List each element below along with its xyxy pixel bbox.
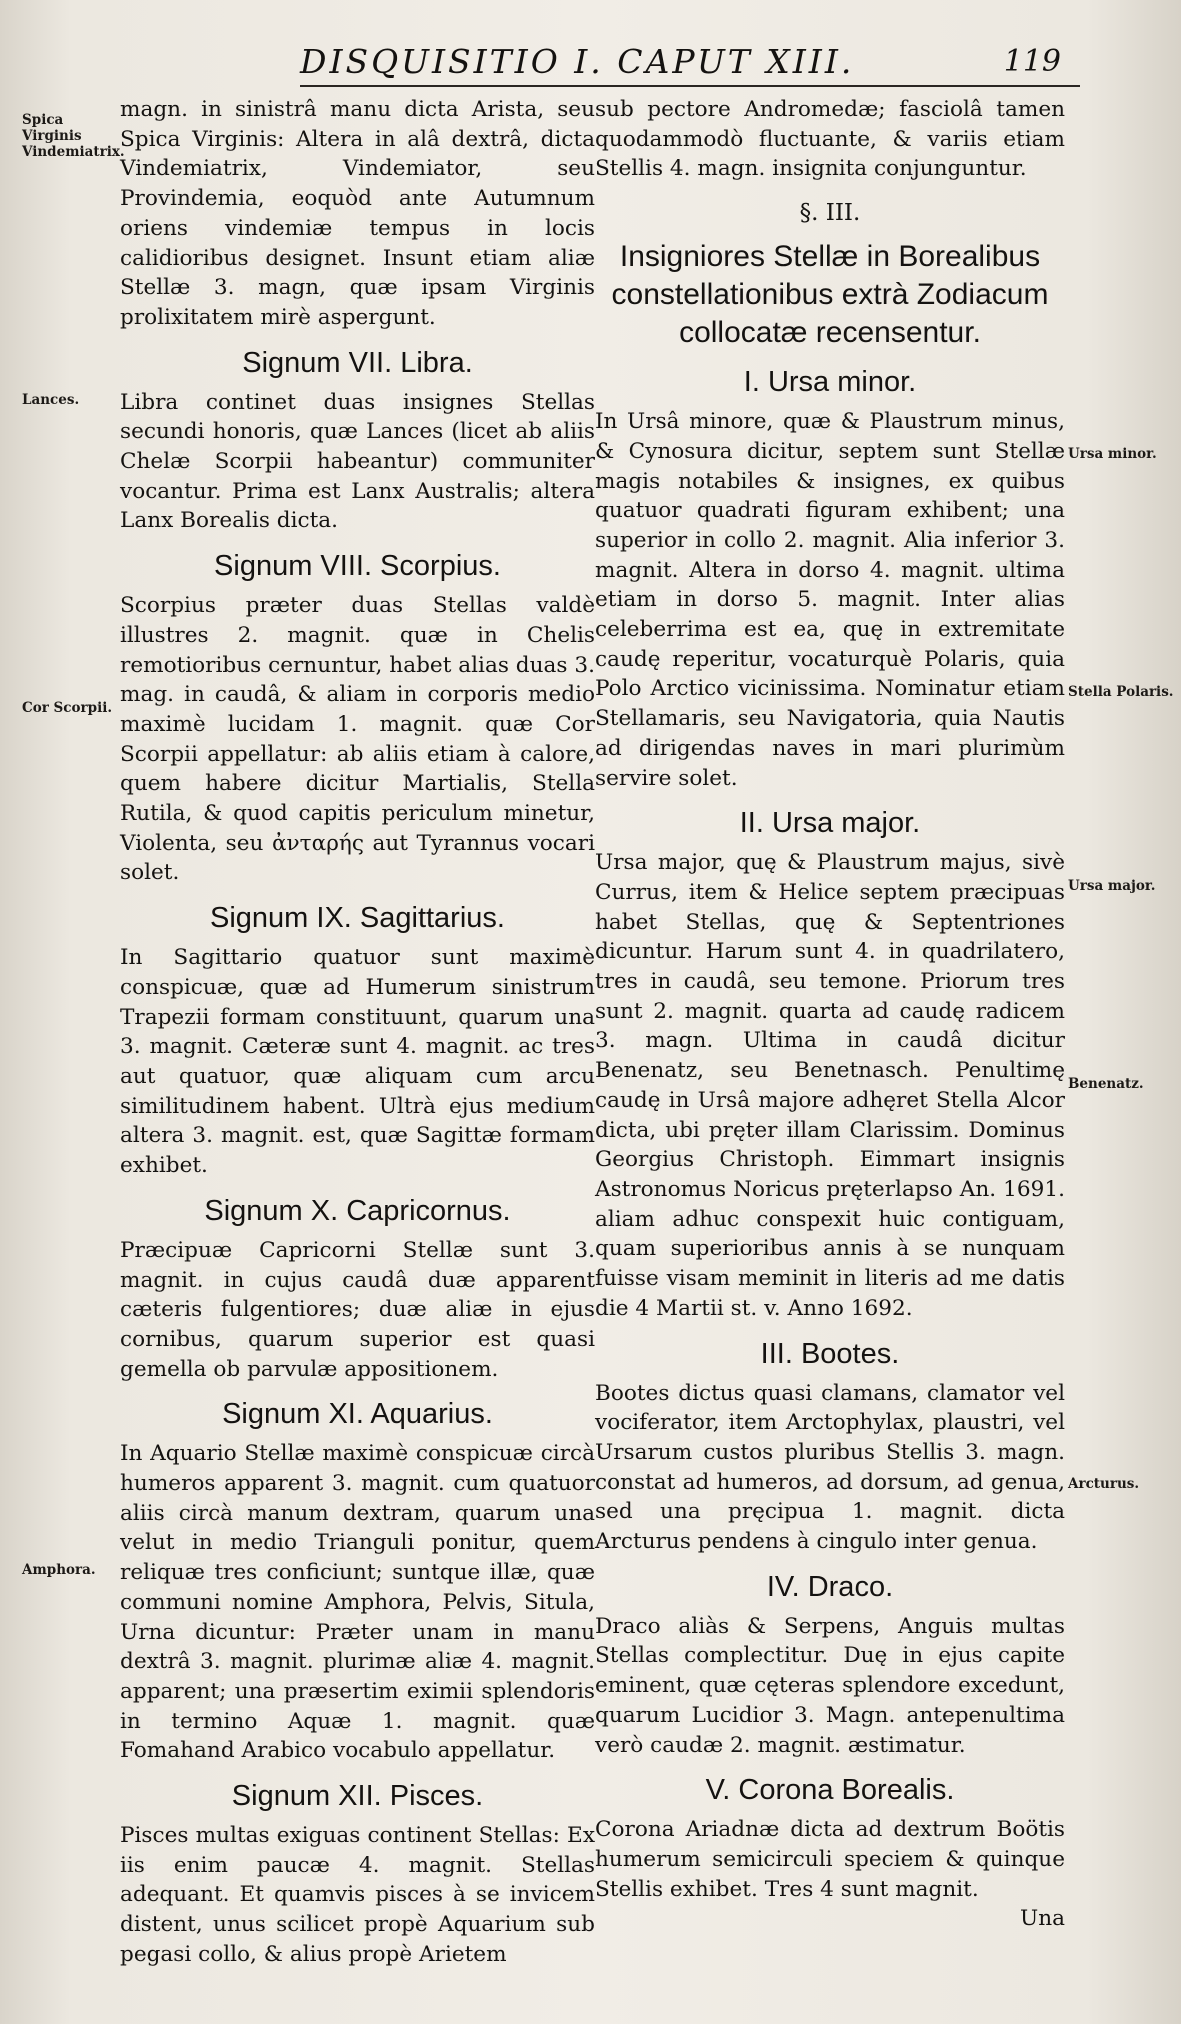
heading-ursa-minor: I. Ursa minor. bbox=[743, 366, 917, 399]
right-column bbox=[595, 95, 1065, 1934]
margin-note-stella-polaris: Stella Polaris. bbox=[1068, 684, 1174, 700]
paragraph-pisces: Pisces multas exiguas continent Stellas: Ex iis enim paucæ 4. magnit. Stellas adequant. Et quamvis pisces à se invicem distent, unus scilicet propè Aquarium sub pegasi collo, & alius propè Arietem bbox=[120, 1823, 595, 1967]
heading-aquarius: Signum XI. Aquarius. bbox=[222, 1398, 493, 1431]
paragraph-bootes: Bootes dictus quasi clamans, clamator vel vociferator, item Arctophylax, plaustri, vel Ursarum custos pluribus Stellis 3. magn. constat ad humeros, ad dorsum, ad genua, sed una pręcipua 1. magnit. dicta Arcturus pendens à cingulo inter genua. bbox=[595, 1380, 1065, 1555]
margin-note-benenatz: Benenatz. bbox=[1068, 1076, 1144, 1092]
margin-note-amphora: Amphora. bbox=[22, 1562, 96, 1578]
margin-note-arcturus: Arcturus. bbox=[1068, 1476, 1140, 1492]
paragraph-scorpius: Scorpius præter duas Stellas valdè illustres 2. magnit. quæ in Chelis remotioribus cernuntur, habet alias duas 3. mag. in caudâ, & aliam in corporis medio maximè lucidam 1. magnit. quæ Cor Scorpii appellatur: ab aliis etiam à calore, quem habere dicitur Martialis, Stella Rutila, & quod capitis periculum minetur, Violenta, seu ἀνταρής aut Tyrannus vocari solet. bbox=[120, 593, 595, 886]
paragraph-capricornus: Præcipuæ Capricorni Stellæ sunt 3. magnit. in cujus caudâ duæ apparent cæteris fulgentiores; duæ aliæ in ejus cornibus, quarum superior est quasi gemella ob parvulæ appositionem. bbox=[120, 1237, 595, 1382]
paragraph-corona-borealis: Corona Ariadnæ dicta ad dextrum Boötis humerum semicirculi speciem & quinque Stellis exhibet. Tres 4 sunt magnit. bbox=[595, 1817, 1065, 1902]
paragraph-sagittarius: In Sagittario quatuor sunt maximè conspicuæ, quæ ad Humerum sinistrum Trapezii formam constituunt, quarum una 3. magnit. Cæteræ sunt 4. magnit. ac tres aut quatuor, quæ aliquam cum arcu similitudinem habent. Ultrà ejus medium altera 3. magnit. est, quæ Sagittæ formam exhibet. bbox=[120, 945, 595, 1179]
section-title: Insigniores Stellæ in Borealibus constellationibus extrà Zodiacum collocatæ recensentur. bbox=[611, 240, 1049, 350]
page-number: 119 bbox=[1003, 44, 1061, 79]
margin-note-ursa-major: Ursa major. bbox=[1068, 878, 1156, 894]
paragraph-spica: magn. in sinistrâ manu dicta Arista, seu Spica Virginis: Altera in alâ dextrâ, dicta Vindemiatrix, Vindemiator, seu Provindemia, eoquòd ante Autumnum oriens vindemiæ tempus in locis calidioribus designet. Insunt etiam aliæ Stellæ 3. magn, quæ ipsam Virginis prolixitatem mirè aspergunt. bbox=[120, 97, 595, 330]
heading-libra: Signum VII. Libra. bbox=[242, 346, 473, 379]
heading-capricornus: Signum X. Capricornus. bbox=[204, 1194, 511, 1227]
paragraph-draco: Draco aliàs & Serpens, Anguis multas Stellas complectitur. Duę in ejus capite eminent, quæ cęteras splendore excedunt, quarum Lucidior 3. Magn. antepenultima verò caudæ 2. magnit. æstimatur. bbox=[595, 1613, 1065, 1758]
paragraph-libra: Libra continet duas insignes Stellas secundi honoris, quæ Lances (licet ab aliis Chelæ Scorpii habeantur) communiter vocantur. Prima est Lanx Australis; altera Lanx Borealis dicta. bbox=[120, 389, 595, 534]
margin-note-lances: Lances. bbox=[22, 392, 80, 408]
paragraph-ursa-minor: In Ursâ minore, quæ & Plaustrum minus, & Cynosura dicitur, septem sunt Stellæ magis notabiles & insignes, ex quibus quatuor quadrati figuram exhibent; una superior in collo 2. magnit. Alia inferior 3. magnit. Altera in dorso 4. magnit. ultima etiam in dorso 5. magnit. Inter alias celeberrima est ea, quę in extremitate caudę reperitur, vocaturquè Polaris, quia Polo Arctico vicinissima. Nominatur etiam Stellamaris, seu Navigatoria, quia Nautis ad dirigendas naves in mari plurimùm servire solet. bbox=[595, 409, 1065, 791]
section-mark: §. III. bbox=[799, 200, 861, 227]
running-head: DISQUISITIO I. CAPUT XIII. bbox=[300, 42, 1080, 87]
paragraph-andromeda: sub pectore Andromedæ; fasciolâ tamen quodammodò fluctuante, & variis etiam Stellis 4. magn. insignita conjunguntur. bbox=[595, 97, 1065, 182]
heading-corona-borealis: V. Corona Borealis. bbox=[705, 1774, 955, 1807]
margin-note-spica: Spica Virginis Vindemiatrix. bbox=[22, 112, 125, 160]
margin-note-cor-scorpii: Cor Scorpii. bbox=[22, 700, 113, 716]
left-column bbox=[120, 95, 595, 1970]
heading-draco: IV. Draco. bbox=[766, 1570, 894, 1603]
catchword: Una bbox=[1020, 1906, 1065, 1932]
heading-sagittarius: Signum IX. Sagittarius. bbox=[210, 902, 505, 935]
paragraph-aquarius: In Aquario Stellæ maximè conspicuæ circà humeros apparent 3. magnit. cum quatuor aliis circà manum dextram, quarum una velut in medio Trianguli ponitur, quem reliquæ tres conficiunt; suntque illæ, quæ communi nomine Amphora, Pelvis, Situla, Urna dicuntur: Præter unam in manu dextrâ 3. magnit. plurimæ aliæ 4. magnit. apparent; una præsertim eximii splendoris in termino Aquæ 1. magnit. quæ Fomahand Arabico vocabulo appellatur. bbox=[120, 1441, 595, 1764]
margin-note-ursa-minor: Ursa minor. bbox=[1068, 446, 1157, 462]
heading-scorpius: Signum VIII. Scorpius. bbox=[214, 550, 501, 583]
heading-ursa-major: II. Ursa major. bbox=[739, 807, 921, 840]
heading-bootes: III. Bootes. bbox=[760, 1337, 900, 1370]
paragraph-ursa-major: Ursa major, quę & Plaustrum majus, sivè Currus, item & Helice septem præcipuas habet Stellas, quę & Septentriones dicuntur. Harum sunt 4. in quadrilatero, tres in caudâ, seu temone. Priorum tres sunt 2. magnit. quarta ad caudę radicem 3. magn. Ultima in caudâ dicitur Benenatz, seu Benetnasch. Penultimę caudę in Ursâ majore adhęret Stella Alcor dicta, ubi pręter illam Clarissim. Dominus Georgius Christoph. Eimmart insignis Astronomus Noricus pręterlapso An. 1691. aliam adhuc conspexit huic contiguam, quam superioribus annis à se nunquam fuisse visam meminit in literis ad me datis die 4 Martii st. v. Anno 1692. bbox=[595, 850, 1065, 1321]
heading-pisces: Signum XII. Pisces. bbox=[231, 1780, 484, 1813]
